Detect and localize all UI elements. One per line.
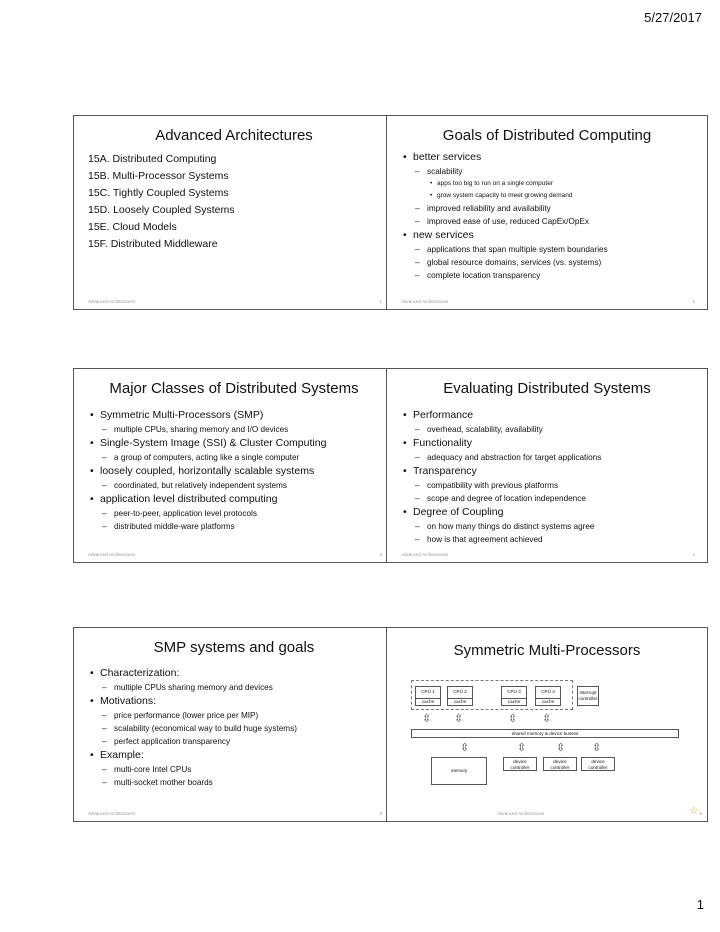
- cache-label: cache: [502, 698, 526, 705]
- cpu-label: CPU 3: [507, 689, 521, 694]
- slide-major-classes: [73, 368, 395, 563]
- slide-footer: Advanced Architectures: [88, 552, 136, 557]
- slide-number: 2: [692, 299, 695, 304]
- cpu-label: CPU 1: [421, 689, 435, 694]
- bus-arrow-icon: ⇳: [460, 742, 470, 754]
- bus-arrow-icon: ⇳: [556, 742, 566, 754]
- sub-bullet: – improved ease of use, reduced CapEx/OpEx: [401, 216, 697, 227]
- slide-number: 5: [379, 811, 382, 816]
- sub-bullet: – scalability: [401, 166, 697, 177]
- sub-bullet: – scalability (economical way to build huge systems): [88, 723, 384, 734]
- sub-bullet: – distributed middle-ware platforms: [88, 521, 384, 532]
- slide-number: 4: [692, 552, 695, 557]
- sub-bullet: – on how many things do distinct systems agree: [401, 521, 697, 532]
- bullet: • Example:: [88, 749, 384, 762]
- slide-footer: Advanced Architectures: [497, 811, 545, 816]
- bus-arrow-icon: ⇳: [508, 713, 518, 725]
- sub-bullet: – adequacy and abstraction for target applications: [401, 452, 697, 463]
- list-item: 15E. Cloud Models: [88, 221, 177, 233]
- slide-title: Evaluating Distributed Systems: [443, 380, 651, 397]
- cache-label: cache: [536, 698, 560, 705]
- slide-number: 3: [379, 552, 382, 557]
- page-number: 1: [696, 897, 704, 912]
- cpu-box-4: [535, 686, 561, 706]
- slide-number: 1: [379, 299, 382, 304]
- page-date: 5/27/2017: [644, 10, 702, 25]
- slide-title: SMP systems and goals: [153, 639, 315, 656]
- slide-title: Major Classes of Distributed Systems: [109, 380, 359, 397]
- bullet: • loosely coupled, horizontally scalable systems: [88, 465, 384, 478]
- sub-bullet: – applications that span multiple system boundaries: [401, 244, 697, 255]
- cpu-box-2: [447, 686, 473, 706]
- sub-bullet: – a group of computers, acting like a single computer: [88, 452, 384, 463]
- bullet: • better services: [401, 151, 697, 164]
- sub-bullet: – coordinated, but relatively independent systems: [88, 480, 384, 491]
- slide-footer: Advanced Architectures: [401, 299, 449, 304]
- slide-footer: Advanced Architectures: [88, 299, 136, 304]
- bullet: • Motivations:: [88, 695, 384, 708]
- cpu-label: CPU 2: [453, 689, 467, 694]
- sub-bullet: – scope and degree of location independence: [401, 493, 697, 504]
- sub-bullet: – price performance (lower price per MIP): [88, 710, 384, 721]
- bullet: • Degree of Coupling: [401, 506, 697, 519]
- sub-sub-bullet: • grow system capacity to meet growing demand: [401, 191, 697, 200]
- list-item: 15C. Tightly Coupled Systems: [88, 187, 229, 199]
- smp-diagram: [407, 680, 687, 800]
- slide-title: Advanced Architectures: [155, 127, 313, 144]
- sub-sub-bullet: • apps too big to run on a single computer: [401, 179, 697, 188]
- sub-bullet: – how is that agreement achieved: [401, 534, 697, 545]
- slide-number: 6: [699, 811, 702, 816]
- sub-bullet: – complete location transparency: [401, 270, 697, 281]
- bullet: • new services: [401, 229, 697, 242]
- sub-bullet: – perfect application transparency: [88, 736, 384, 747]
- sub-bullet: – global resource domains, services (vs. systems): [401, 257, 697, 268]
- bullet: • Functionality: [401, 437, 697, 450]
- sub-bullet: – multi-core Intel CPUs: [88, 764, 384, 775]
- device-controller-box: device controller: [581, 757, 615, 771]
- list-item: 15A. Distributed Computing: [88, 153, 217, 165]
- sub-bullet: – compatibility with previous platforms: [401, 480, 697, 491]
- bullet: • Symmetric Multi-Processors (SMP): [88, 409, 384, 422]
- cache-label: cache: [416, 698, 440, 705]
- bus-arrow-icon: ⇳: [542, 713, 552, 725]
- device-controller-box: device controller: [503, 757, 537, 771]
- bullet: • Transparency: [401, 465, 697, 478]
- sub-bullet: – multiple CPUs sharing memory and devices: [88, 682, 384, 693]
- bullet: • Single-System Image (SSI) & Cluster Computing: [88, 437, 384, 450]
- device-controller-box: device controller: [543, 757, 577, 771]
- memory-box: memory: [431, 757, 487, 785]
- bus-arrow-icon: ⇳: [422, 713, 432, 725]
- cpu-label: CPU 4: [541, 689, 555, 694]
- bullet: • Characterization:: [88, 667, 384, 680]
- sub-bullet: – multiple CPUs, sharing memory and I/O devices: [88, 424, 384, 435]
- sub-bullet: – peer-to-peer, application level protocols: [88, 508, 384, 519]
- slide-title: Symmetric Multi-Processors: [453, 642, 641, 659]
- slide-goals-distributed: [386, 115, 708, 310]
- slide-footer: Advanced Architectures: [88, 811, 136, 816]
- list-item: 15B. Multi-Processor Systems: [88, 170, 229, 182]
- bus-arrow-icon: ⇳: [592, 742, 602, 754]
- cache-label: cache: [448, 698, 472, 705]
- slide-footer: Advanced Architectures: [401, 552, 449, 557]
- slide-evaluating-distributed: [386, 368, 708, 563]
- bullet: • Performance: [401, 409, 697, 422]
- list-item: 15F. Distributed Middleware: [88, 238, 218, 250]
- star-icon: ☆: [689, 805, 699, 817]
- sub-bullet: – improved reliability and availability: [401, 203, 697, 214]
- list-item: 15D. Loosely Coupled Systems: [88, 204, 235, 216]
- sub-bullet: – overhead, scalability, availability: [401, 424, 697, 435]
- bus-arrow-icon: ⇳: [454, 713, 464, 725]
- cpu-box-1: [415, 686, 441, 706]
- bullet: • application level distributed computing: [88, 493, 384, 506]
- interrupt-controller-box: interrupt controller: [577, 686, 599, 706]
- sub-bullet: – multi-socket mother boards: [88, 777, 384, 788]
- slide-symmetric-multiprocessors: [386, 627, 708, 822]
- slide-title: Goals of Distributed Computing: [442, 127, 652, 144]
- slide-advanced-architectures: [73, 115, 395, 310]
- shared-bus-box: shared memory & device busses: [411, 729, 679, 738]
- cpu-box-3: [501, 686, 527, 706]
- bus-arrow-icon: ⇳: [517, 742, 527, 754]
- slide-smp-goals: [73, 627, 395, 822]
